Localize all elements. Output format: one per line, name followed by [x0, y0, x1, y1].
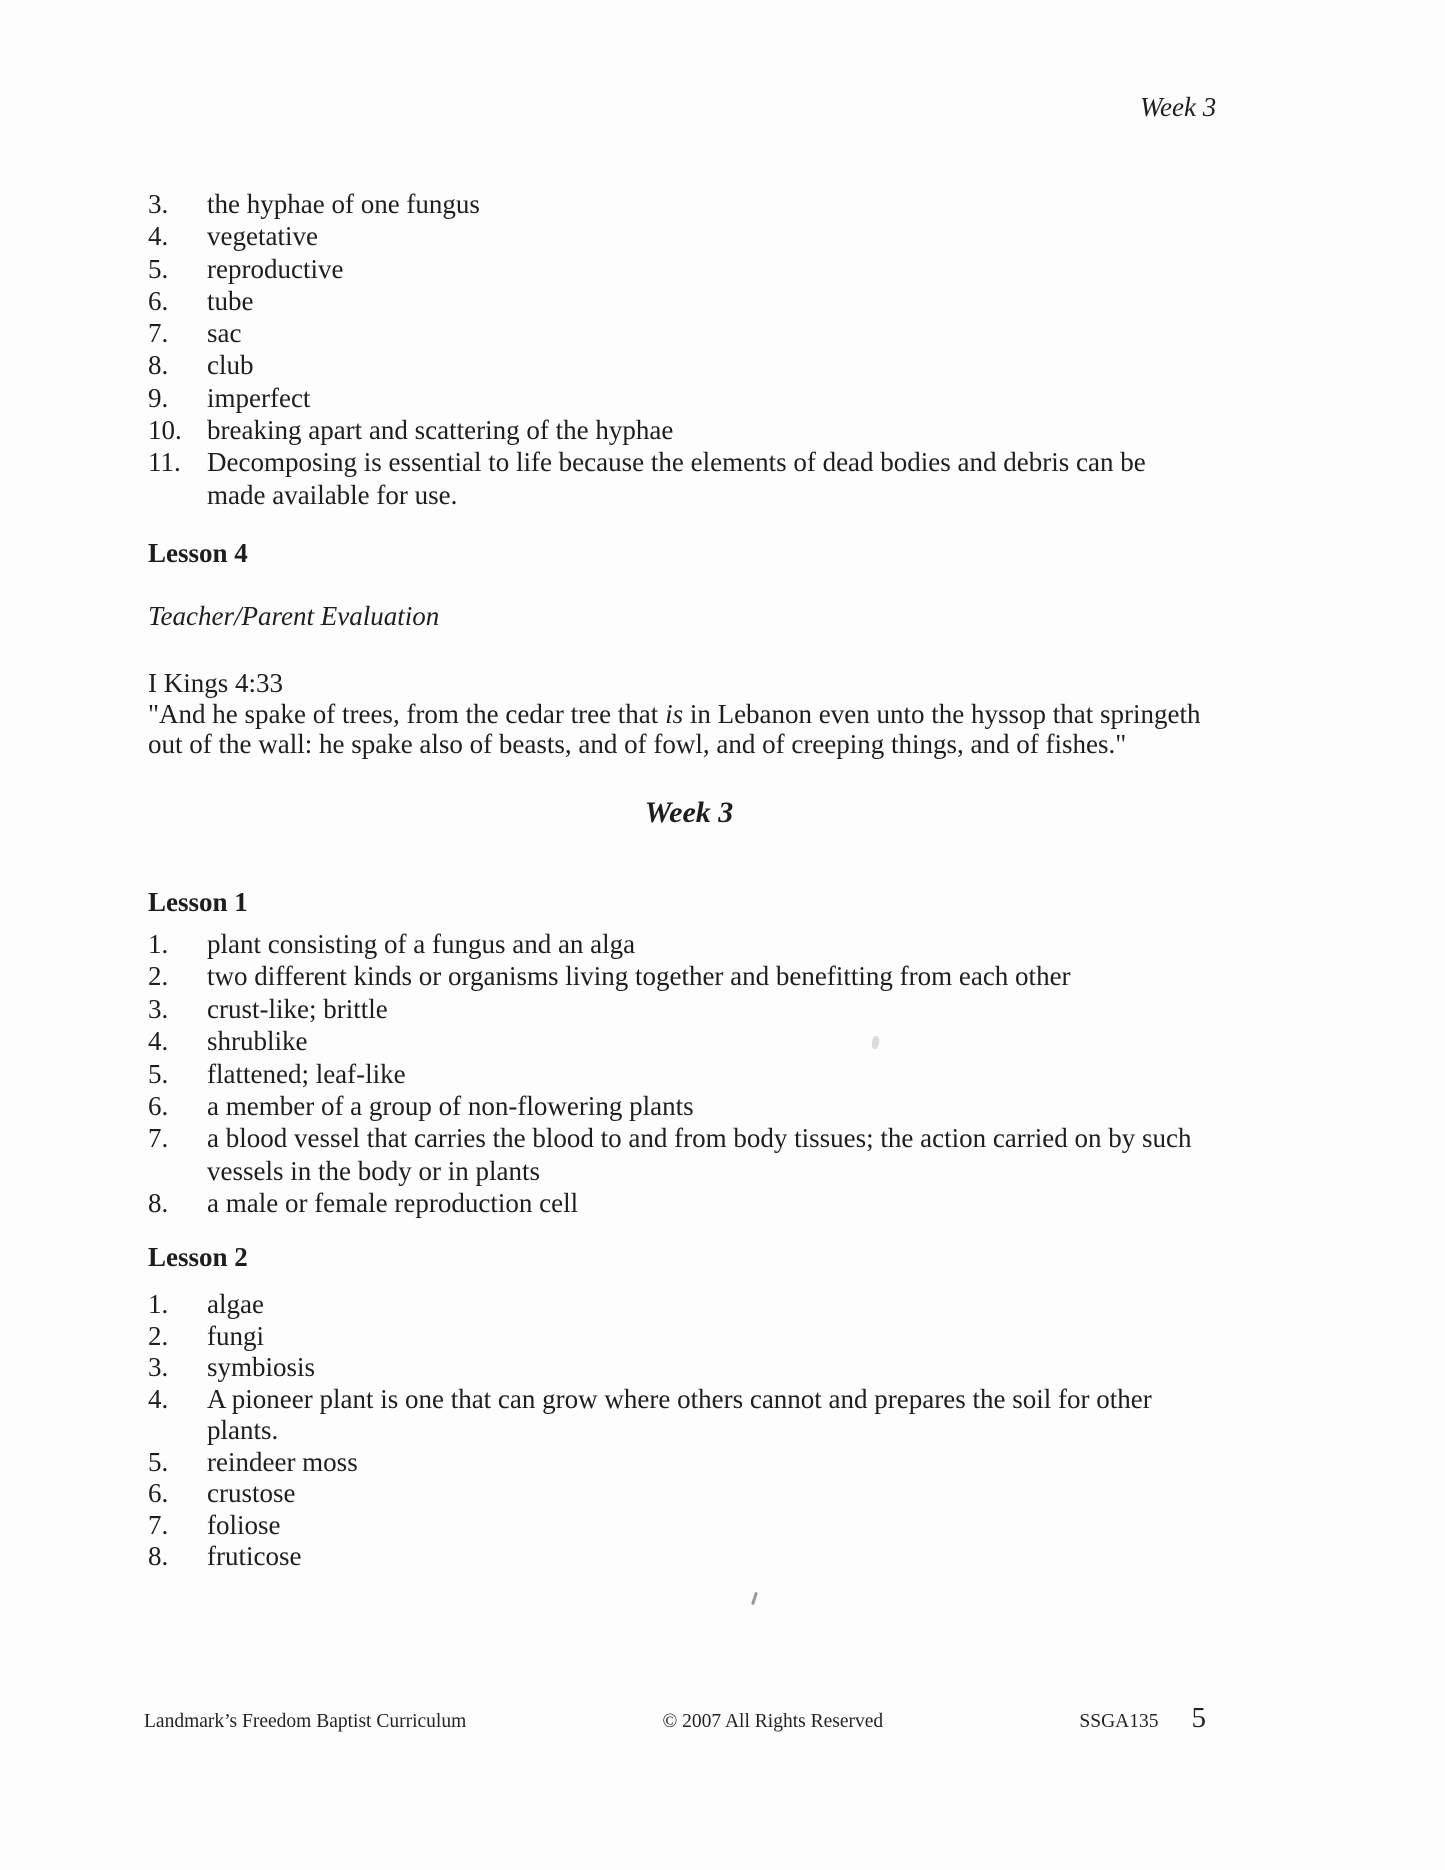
page-number: 5 — [1191, 1702, 1206, 1734]
list-item — [148, 1352, 1248, 1384]
list-item-text: foliose — [207, 1509, 281, 1540]
list-item-text: a blood vessel that carries the blood to and from body tissues; the action carried on by such vessels in the body or in plants — [207, 1123, 1192, 1186]
answer-list-lesson-2 — [148, 1289, 1248, 1573]
list-item — [148, 1510, 1248, 1542]
list-item-number: 1. — [148, 1289, 169, 1319]
list-item-number: 7. — [148, 1509, 169, 1540]
list-item-text: plant consisting of a fungus and an alga — [207, 929, 636, 959]
list-item-text: tube — [207, 285, 254, 316]
footer-copyright: © 2007 All Rights Reserved — [662, 1711, 884, 1732]
scan-artifact — [751, 1592, 758, 1605]
list-item-text: a male or female reproduction cell — [207, 1188, 579, 1219]
list-item-number: 7. — [148, 318, 169, 349]
list-item-number: 1. — [148, 929, 169, 959]
list-item — [148, 253, 1248, 285]
week-3-section-heading: Week 3 — [644, 796, 734, 829]
list-item — [148, 960, 1248, 992]
list-item-number: 8. — [148, 1541, 169, 1571]
list-item-number: 3. — [148, 1352, 169, 1382]
page-footer — [144, 1702, 1206, 1734]
list-item — [148, 349, 1248, 381]
teacher-parent-evaluation-label: Teacher/Parent Evaluation — [148, 601, 440, 631]
list-item-number: 5. — [148, 253, 169, 284]
scripture-quote-line-2: out of the wall: he spake also of beasts, and of fowl, and of creeping things, and of fishes." — [148, 729, 1127, 760]
quote-text-pre: "And he spake of trees, from the cedar tree that — [148, 698, 666, 729]
list-item-number: 3. — [148, 189, 169, 219]
footer-publisher: Landmark’s Freedom Baptist Curriculum — [144, 1711, 467, 1732]
list-item-number: 11. — [148, 447, 181, 478]
lesson-4-heading: Lesson 4 — [148, 538, 248, 568]
list-item — [148, 1025, 1248, 1057]
list-item — [148, 1478, 1248, 1510]
answer-list-week2-continued — [148, 188, 1248, 511]
list-item — [148, 188, 1248, 220]
list-item — [148, 1447, 1248, 1479]
list-item — [148, 1090, 1248, 1122]
list-item-text: imperfect — [207, 382, 311, 413]
list-item — [148, 1187, 1248, 1219]
list-item-number: 4. — [148, 221, 169, 252]
list-item — [148, 446, 1248, 511]
footer-catalog-code: SSGA135 — [1079, 1711, 1159, 1732]
list-item-number: 6. — [148, 1091, 169, 1122]
list-item-text: Decomposing is essential to life because the elements of dead bodies and debris can be made available for use. — [207, 447, 1146, 510]
list-item-text: A pioneer plant is one that can grow where others cannot and prepares the soil for other plants. — [207, 1383, 1152, 1445]
list-item-number: 7. — [148, 1123, 169, 1154]
list-item — [148, 1384, 1248, 1447]
list-item — [148, 382, 1248, 414]
list-item — [148, 220, 1248, 252]
answer-list-lesson-1 — [148, 928, 1248, 1220]
list-item-text: flattened; leaf-like — [207, 1058, 406, 1089]
list-item-text: the hyphae of one fungus — [207, 189, 480, 219]
list-item-text: reindeer moss — [207, 1446, 358, 1477]
scripture-reference: I Kings 4:33 — [148, 668, 283, 698]
list-item-number: 6. — [148, 285, 169, 316]
list-item-text: breaking apart and scattering of the hyphae — [207, 415, 674, 446]
list-item-number: 2. — [148, 1320, 169, 1351]
list-item-text: algae — [207, 1289, 264, 1319]
lesson-1-heading: Lesson 1 — [148, 887, 248, 917]
list-item — [148, 1122, 1248, 1187]
list-item-number: 2. — [148, 961, 169, 992]
list-item-number: 10. — [148, 415, 182, 446]
list-item-number: 3. — [148, 993, 169, 1024]
list-item-text: a member of a group of non-flowering plants — [207, 1091, 694, 1122]
list-item-number: 6. — [148, 1478, 169, 1508]
footer-right-group — [1079, 1702, 1206, 1734]
list-item — [148, 1321, 1248, 1353]
list-item-number: 5. — [148, 1058, 169, 1089]
list-item-text: vegetative — [207, 221, 318, 252]
list-item-text: fungi — [207, 1320, 264, 1351]
list-item — [148, 1058, 1248, 1090]
list-item — [148, 317, 1248, 349]
list-item-text: symbiosis — [207, 1352, 316, 1382]
quote-text-italic-word: is — [665, 698, 684, 729]
list-item-text: reproductive — [207, 253, 344, 284]
list-item-number: 9. — [148, 382, 169, 413]
list-item-text: sac — [207, 318, 242, 349]
list-item — [148, 285, 1248, 317]
list-item — [148, 928, 1248, 960]
list-item-number: 8. — [148, 350, 169, 381]
page-header-week-label: Week 3 — [1140, 92, 1217, 122]
scripture-block — [148, 668, 1248, 760]
list-item-number: 4. — [148, 1026, 169, 1057]
list-item — [148, 414, 1248, 446]
list-item-number: 8. — [148, 1188, 169, 1219]
list-item — [148, 993, 1248, 1025]
list-item-text: club — [207, 350, 254, 381]
list-item-text: shrublike — [207, 1026, 308, 1057]
scripture-quote-line-1 — [148, 699, 1248, 730]
list-item-text: two different kinds or organisms living together and benefitting from each other — [207, 961, 1071, 992]
list-item-number: 5. — [148, 1446, 169, 1477]
list-item-text: crust-like; brittle — [207, 993, 388, 1024]
list-item-number: 4. — [148, 1383, 169, 1414]
list-item — [148, 1541, 1248, 1573]
quote-text-post: in Lebanon even unto the hyssop that springeth — [683, 698, 1201, 729]
list-item — [148, 1289, 1248, 1321]
lesson-2-heading: Lesson 2 — [148, 1242, 248, 1272]
list-item-text: fruticose — [207, 1541, 302, 1571]
list-item-text: crustose — [207, 1478, 296, 1508]
